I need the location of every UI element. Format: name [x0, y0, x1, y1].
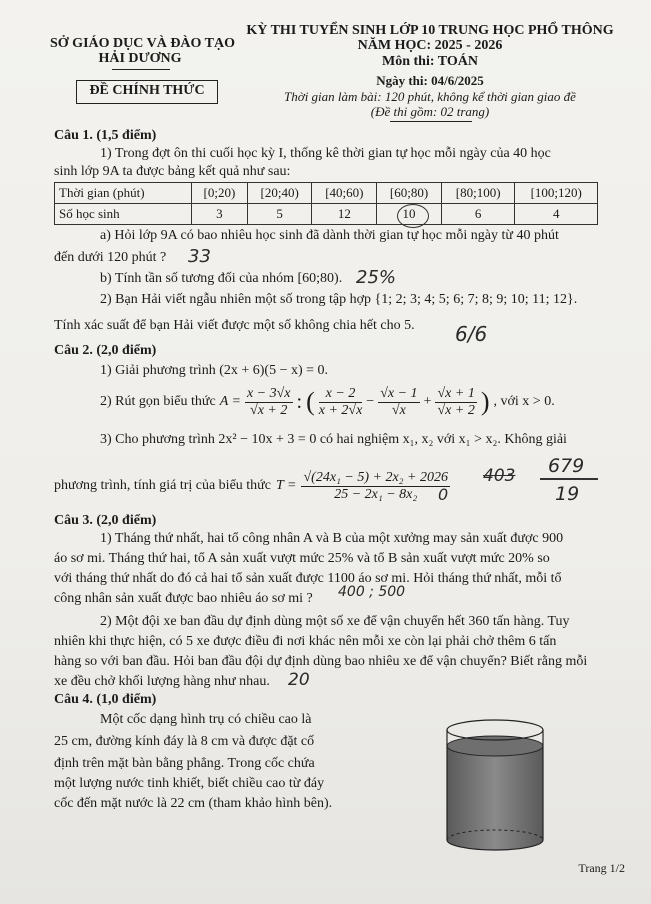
- page-count: (Đề thi gồm: 02 trang): [370, 104, 490, 119]
- table-cell: 10: [377, 204, 442, 225]
- header-underline-right: [390, 121, 472, 122]
- q2-frac2: [319, 386, 363, 419]
- table-cell: [60;80): [377, 183, 442, 204]
- q3-p1-line4: công nhân sản xuất được bao nhiêu áo sơ mi ?: [54, 591, 313, 606]
- frac-num: x − 3√x: [246, 385, 291, 401]
- header-underline-left: [112, 69, 170, 70]
- frac-num: x − 2: [319, 386, 363, 403]
- hand-q3-p2-answer: 20: [288, 670, 310, 690]
- frac-den: 25 − 2x₁ − 8x₂: [334, 486, 418, 502]
- q1-title: Câu 1. (1,5 điểm): [54, 128, 157, 143]
- q2-p3-line2: [54, 466, 450, 506]
- q2-p2-prefix: 2) Rút gọn biểu thức: [100, 394, 216, 409]
- q2-p2: 2) Rút gọn biểu thức A = $\frac{x - 3√x}{√x + 2}$ : ( $\frac{x - 2}{x + 2√x}$ − $\frac{√x - 1}{√x}$ + $\frac{√x + 1}{√x + 2}$ ) , với x > 0.: [100, 385, 555, 418]
- q2-p3-prefix: phương trình, tính giá trị của biểu thức: [54, 478, 271, 493]
- table-cell: 3: [192, 204, 248, 225]
- q3-p2-line3: hàng so với ban đầu. Hỏi ban đầu đội dự định dùng bao nhiêu xe để vận chuyển? Biết rằng mỗi: [54, 654, 588, 669]
- table-cell: 5: [247, 204, 312, 225]
- page-number: Trang 1/2: [578, 861, 625, 875]
- exam-title: KỲ THI TUYỂN SINH LỚP 10 TRUNG HỌC PHỔ THÔNG: [246, 23, 614, 38]
- q1-a-line1: a) Hỏi lớp 9A có bao nhiêu học sinh đã dành thời gian tự học mỗi ngày từ 40 phút: [100, 228, 559, 243]
- official-badge: ĐỀ CHÍNH THỨC: [76, 80, 218, 104]
- duration: Thời gian làm bài: 120 phút, không kể thời gian giao đề: [284, 89, 576, 104]
- q2-p2-cond: , với x > 0.: [493, 394, 555, 409]
- table-cell: [0;20): [192, 183, 248, 204]
- q4-line5: cốc đến mặt nước là 22 cm (tham khảo hình bên).: [54, 796, 333, 811]
- table-row: [55, 183, 598, 204]
- hand-answer-a: 33: [188, 246, 211, 267]
- q1-p2-line2: Tính xác suất để bạn Hải viết được một số không chia hết cho 5.: [54, 318, 415, 333]
- q3-p2-line2: nhiên khi thực hiện, có 5 xe được điều đi nơi khác nên mỗi xe còn lại phải chở thêm 6 tấn: [54, 634, 557, 649]
- q4-line3: định trên mặt bàn bằng phẳng. Trong cốc chứa: [54, 756, 315, 771]
- frequency-table: [54, 182, 598, 225]
- frac-den: √x: [391, 402, 406, 418]
- hand-p3-num: 679: [548, 455, 585, 477]
- table-cell: 6: [441, 204, 515, 225]
- department-line1: SỞ GIÁO DỤC VÀ ĐÀO TẠO: [50, 36, 236, 51]
- q3-p1-line2: áo sơ mi. Tháng thứ hai, tổ A sản xuất vượt mức 25% và tổ B sản xuất vượt mức 20% so: [54, 551, 550, 566]
- hand-strike: 403: [483, 466, 516, 486]
- table-cell: [20;40): [247, 183, 312, 204]
- frac-den: x + 2√x: [318, 402, 363, 418]
- hand-q3-answer: 400 ; 500: [338, 584, 406, 600]
- q1-p2-line1: 2) Bạn Hải viết ngẫu nhiên một số trong tập hợp {1; 2; 3; 4; 5; 6; 7; 8; 9; 10; 11; 12}.: [100, 292, 578, 307]
- frac-num: √x − 1: [380, 385, 418, 401]
- q2-frac4: [435, 386, 476, 419]
- hand-p3-den: 19: [555, 483, 580, 505]
- q1-p1-line1: 1) Trong đợt ôn thi cuối học kỳ I, thống kê thời gian tự học mỗi ngày của 40 học: [100, 146, 551, 161]
- frac-num: √(24x₁ − 5) + 2x₂ + 2026: [303, 469, 448, 485]
- table-row-label: Số học sinh: [55, 204, 192, 225]
- table-cell: 4: [515, 204, 598, 225]
- cylinder-figure: [435, 710, 555, 860]
- q2-frac3: [378, 386, 419, 419]
- hand-circle: [397, 204, 429, 228]
- q4-line4: một lượng nước tinh khiết, biết chiều cao từ đáy: [54, 776, 325, 791]
- table-cell: [80;100): [441, 183, 515, 204]
- q2-p3-T: T =: [275, 478, 297, 493]
- q3-p1-line1: 1) Tháng thứ nhất, hai tổ công nhân A và B của một xưởng may sản xuất được 900: [100, 531, 564, 546]
- frac-den: √x + 2: [250, 402, 288, 418]
- frac-den: √x + 2: [437, 402, 475, 418]
- q1-p1-line2: sinh lớp 9A ta được bảng kết quả như sau:: [54, 164, 291, 179]
- q2-p3-frac: [301, 470, 450, 503]
- school-year: NĂM HỌC: 2025 - 2026: [357, 38, 503, 53]
- q1-a-line2: đến dưới 120 phút ?: [54, 250, 167, 265]
- table-cell: 12: [312, 204, 377, 225]
- q4-title: Câu 4. (1,0 điểm): [54, 692, 157, 707]
- q4-line2: 25 cm, đường kính đáy là 8 cm và được đặt cố: [54, 734, 315, 749]
- q2-p3-line1: 3) Cho phương trình 2x² − 10x + 3 = 0 có hai nghiệm x₁, x₂ với x₁ > x₂. Không giải: [100, 432, 567, 447]
- hand-answer-b: 25%: [356, 267, 397, 288]
- q2-p1: 1) Giải phương trình (2x + 6)(5 − x) = 0.: [100, 363, 329, 378]
- q4-line1: Một cốc dạng hình trụ có chiều cao là: [100, 712, 312, 727]
- q3-p2-line1: 2) Một đội xe ban đầu dự định dùng một số xe để vận chuyển hết 360 tấn hàng. Tuy: [100, 614, 570, 629]
- q3-p1-line3: với tháng thứ nhất do đó cả hai tổ sản xuất được 1100 áo sơ mi. Hỏi tháng thứ nhất, mỗi tổ: [54, 571, 562, 586]
- table-cell: [100;120): [515, 183, 598, 204]
- q1-b: b) Tính tần số tương đối của nhóm [60;80).: [100, 271, 343, 286]
- exam-date: Ngày thi: 04/6/2025: [376, 73, 484, 88]
- hand-p3-zero: 0: [438, 485, 449, 504]
- table-header-label: Thời gian (phút): [55, 183, 192, 204]
- hand-answer-p2: 6/6: [455, 322, 488, 346]
- q2-title: Câu 2. (2,0 điểm): [54, 343, 157, 358]
- q3-p2-line4: xe đều chở khối lượng hàng như nhau.: [54, 674, 270, 689]
- q2-frac1: [245, 386, 293, 419]
- water-surface: [447, 736, 543, 756]
- water-body: [447, 746, 543, 850]
- q3-title: Câu 3. (2,0 điểm): [54, 513, 157, 528]
- frac-num: √x + 1: [437, 385, 475, 401]
- table-row: [55, 204, 598, 225]
- hand-fraction-bar: [540, 478, 598, 480]
- department-line2: HẢI DƯƠNG: [98, 51, 182, 66]
- q2-p2-A: A =: [219, 394, 241, 409]
- subject: Môn thi: TOÁN: [382, 54, 478, 69]
- table-cell: [40;60): [312, 183, 377, 204]
